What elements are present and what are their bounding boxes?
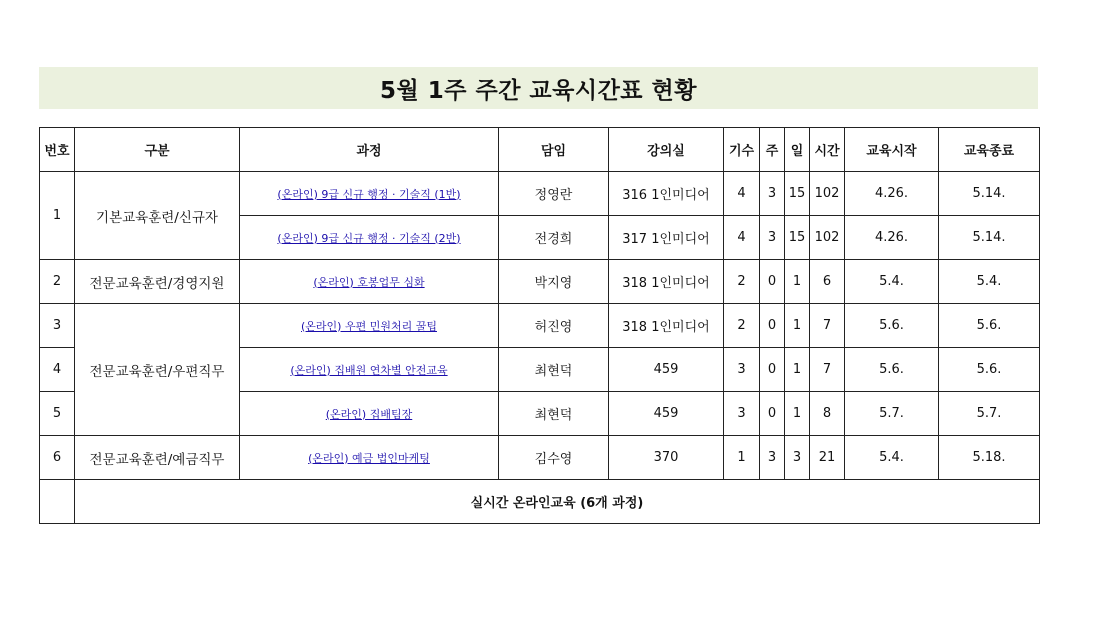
- table-row: [40, 172, 1040, 216]
- row-number: 4: [40, 348, 75, 392]
- page-title: 5월 1주 주간 교육시간표 현황: [380, 77, 697, 104]
- course-link[interactable]: (온라인) 예금 법인마케팅: [308, 451, 430, 465]
- row-number: 3: [40, 304, 75, 348]
- category-cell: 전문교육훈련/우편직무: [75, 304, 240, 436]
- schedule-table: [39, 127, 1040, 524]
- gisu-cell: 4: [724, 172, 760, 216]
- end-cell: 5.6.: [939, 304, 1040, 348]
- hours-cell: 6: [810, 260, 845, 304]
- category-cell: 전문교육훈련/예금직무: [75, 436, 240, 480]
- hours-cell: 7: [810, 348, 845, 392]
- course-cell: [240, 348, 499, 392]
- row-number: 2: [40, 260, 75, 304]
- hours-cell: 102: [810, 216, 845, 260]
- room-cell: 316 1인미디어: [609, 172, 724, 216]
- room-cell: 317 1인미디어: [609, 216, 724, 260]
- course-link[interactable]: (온라인) 우편 민원처리 꿀팁: [301, 319, 437, 333]
- row-number: 1: [40, 172, 75, 260]
- start-cell: 4.26.: [845, 172, 939, 216]
- course-cell: [240, 260, 499, 304]
- hours-cell: 8: [810, 392, 845, 436]
- teacher-cell: 김수영: [499, 436, 609, 480]
- course-cell: [240, 172, 499, 216]
- week-cell: 3: [760, 216, 785, 260]
- week-cell: 3: [760, 172, 785, 216]
- header-row: [40, 128, 1040, 172]
- table-row: [40, 436, 1040, 480]
- end-cell: 5.14.: [939, 172, 1040, 216]
- teacher-cell: 전경희: [499, 216, 609, 260]
- teacher-cell: 최현덕: [499, 392, 609, 436]
- course-cell: [240, 436, 499, 480]
- day-cell: 1: [785, 260, 810, 304]
- course-cell: [240, 392, 499, 436]
- table-row: [40, 260, 1040, 304]
- start-cell: 5.4.: [845, 436, 939, 480]
- header-hours: 시간: [810, 128, 845, 172]
- teacher-cell: 박지영: [499, 260, 609, 304]
- week-cell: 0: [760, 348, 785, 392]
- header-course: 과정: [240, 128, 499, 172]
- start-cell: 5.6.: [845, 304, 939, 348]
- hours-cell: 7: [810, 304, 845, 348]
- day-cell: 15: [785, 172, 810, 216]
- room-cell: 459: [609, 392, 724, 436]
- header-start: 교육시작: [845, 128, 939, 172]
- gisu-cell: 3: [724, 392, 760, 436]
- gisu-cell: 4: [724, 216, 760, 260]
- row-number: 5: [40, 392, 75, 436]
- gisu-cell: 1: [724, 436, 760, 480]
- header-teacher: 담임: [499, 128, 609, 172]
- start-cell: 4.26.: [845, 216, 939, 260]
- teacher-cell: 최현덕: [499, 348, 609, 392]
- header-room: 강의실: [609, 128, 724, 172]
- day-cell: 3: [785, 436, 810, 480]
- header-no: 번호: [40, 128, 75, 172]
- gisu-cell: 2: [724, 260, 760, 304]
- day-cell: 1: [785, 392, 810, 436]
- footer-empty-cell: [40, 480, 75, 524]
- week-cell: 3: [760, 436, 785, 480]
- header-end: 교육종료: [939, 128, 1040, 172]
- room-cell: 459: [609, 348, 724, 392]
- end-cell: 5.7.: [939, 392, 1040, 436]
- header-gisu: 기수: [724, 128, 760, 172]
- gisu-cell: 2: [724, 304, 760, 348]
- start-cell: 5.6.: [845, 348, 939, 392]
- hours-cell: 21: [810, 436, 845, 480]
- course-cell: [240, 216, 499, 260]
- end-cell: 5.14.: [939, 216, 1040, 260]
- teacher-cell: 허진영: [499, 304, 609, 348]
- week-cell: 0: [760, 304, 785, 348]
- teacher-cell: 정영란: [499, 172, 609, 216]
- course-cell: [240, 304, 499, 348]
- header-week: 주: [760, 128, 785, 172]
- table-row: [40, 304, 1040, 348]
- week-cell: 0: [760, 260, 785, 304]
- end-cell: 5.18.: [939, 436, 1040, 480]
- title-banner: [39, 67, 1038, 109]
- course-link[interactable]: (온라인) 집배팀장: [325, 407, 413, 421]
- week-cell: 0: [760, 392, 785, 436]
- room-cell: 370: [609, 436, 724, 480]
- course-link[interactable]: (온라인) 9급 신규 행정 · 기술직 (1반): [277, 187, 461, 201]
- course-link[interactable]: (온라인) 집배원 연차별 안전교육: [290, 363, 448, 377]
- course-link[interactable]: (온라인) 9급 신규 행정 · 기술직 (2반): [277, 231, 461, 245]
- row-number: 6: [40, 436, 75, 480]
- start-cell: 5.4.: [845, 260, 939, 304]
- footer-row: [40, 480, 1040, 524]
- category-cell: 기본교육훈련/신규자: [75, 172, 240, 260]
- end-cell: 5.4.: [939, 260, 1040, 304]
- header-day: 일: [785, 128, 810, 172]
- gisu-cell: 3: [724, 348, 760, 392]
- start-cell: 5.7.: [845, 392, 939, 436]
- header-category: 구분: [75, 128, 240, 172]
- day-cell: 1: [785, 304, 810, 348]
- hours-cell: 102: [810, 172, 845, 216]
- footer-note: 실시간 온라인교육 (6개 과정): [75, 480, 1040, 524]
- day-cell: 1: [785, 348, 810, 392]
- course-link[interactable]: (온라인) 호봉업무 심화: [313, 275, 425, 289]
- end-cell: 5.6.: [939, 348, 1040, 392]
- day-cell: 15: [785, 216, 810, 260]
- room-cell: 318 1인미디어: [609, 260, 724, 304]
- room-cell: 318 1인미디어: [609, 304, 724, 348]
- category-cell: 전문교육훈련/경영지원: [75, 260, 240, 304]
